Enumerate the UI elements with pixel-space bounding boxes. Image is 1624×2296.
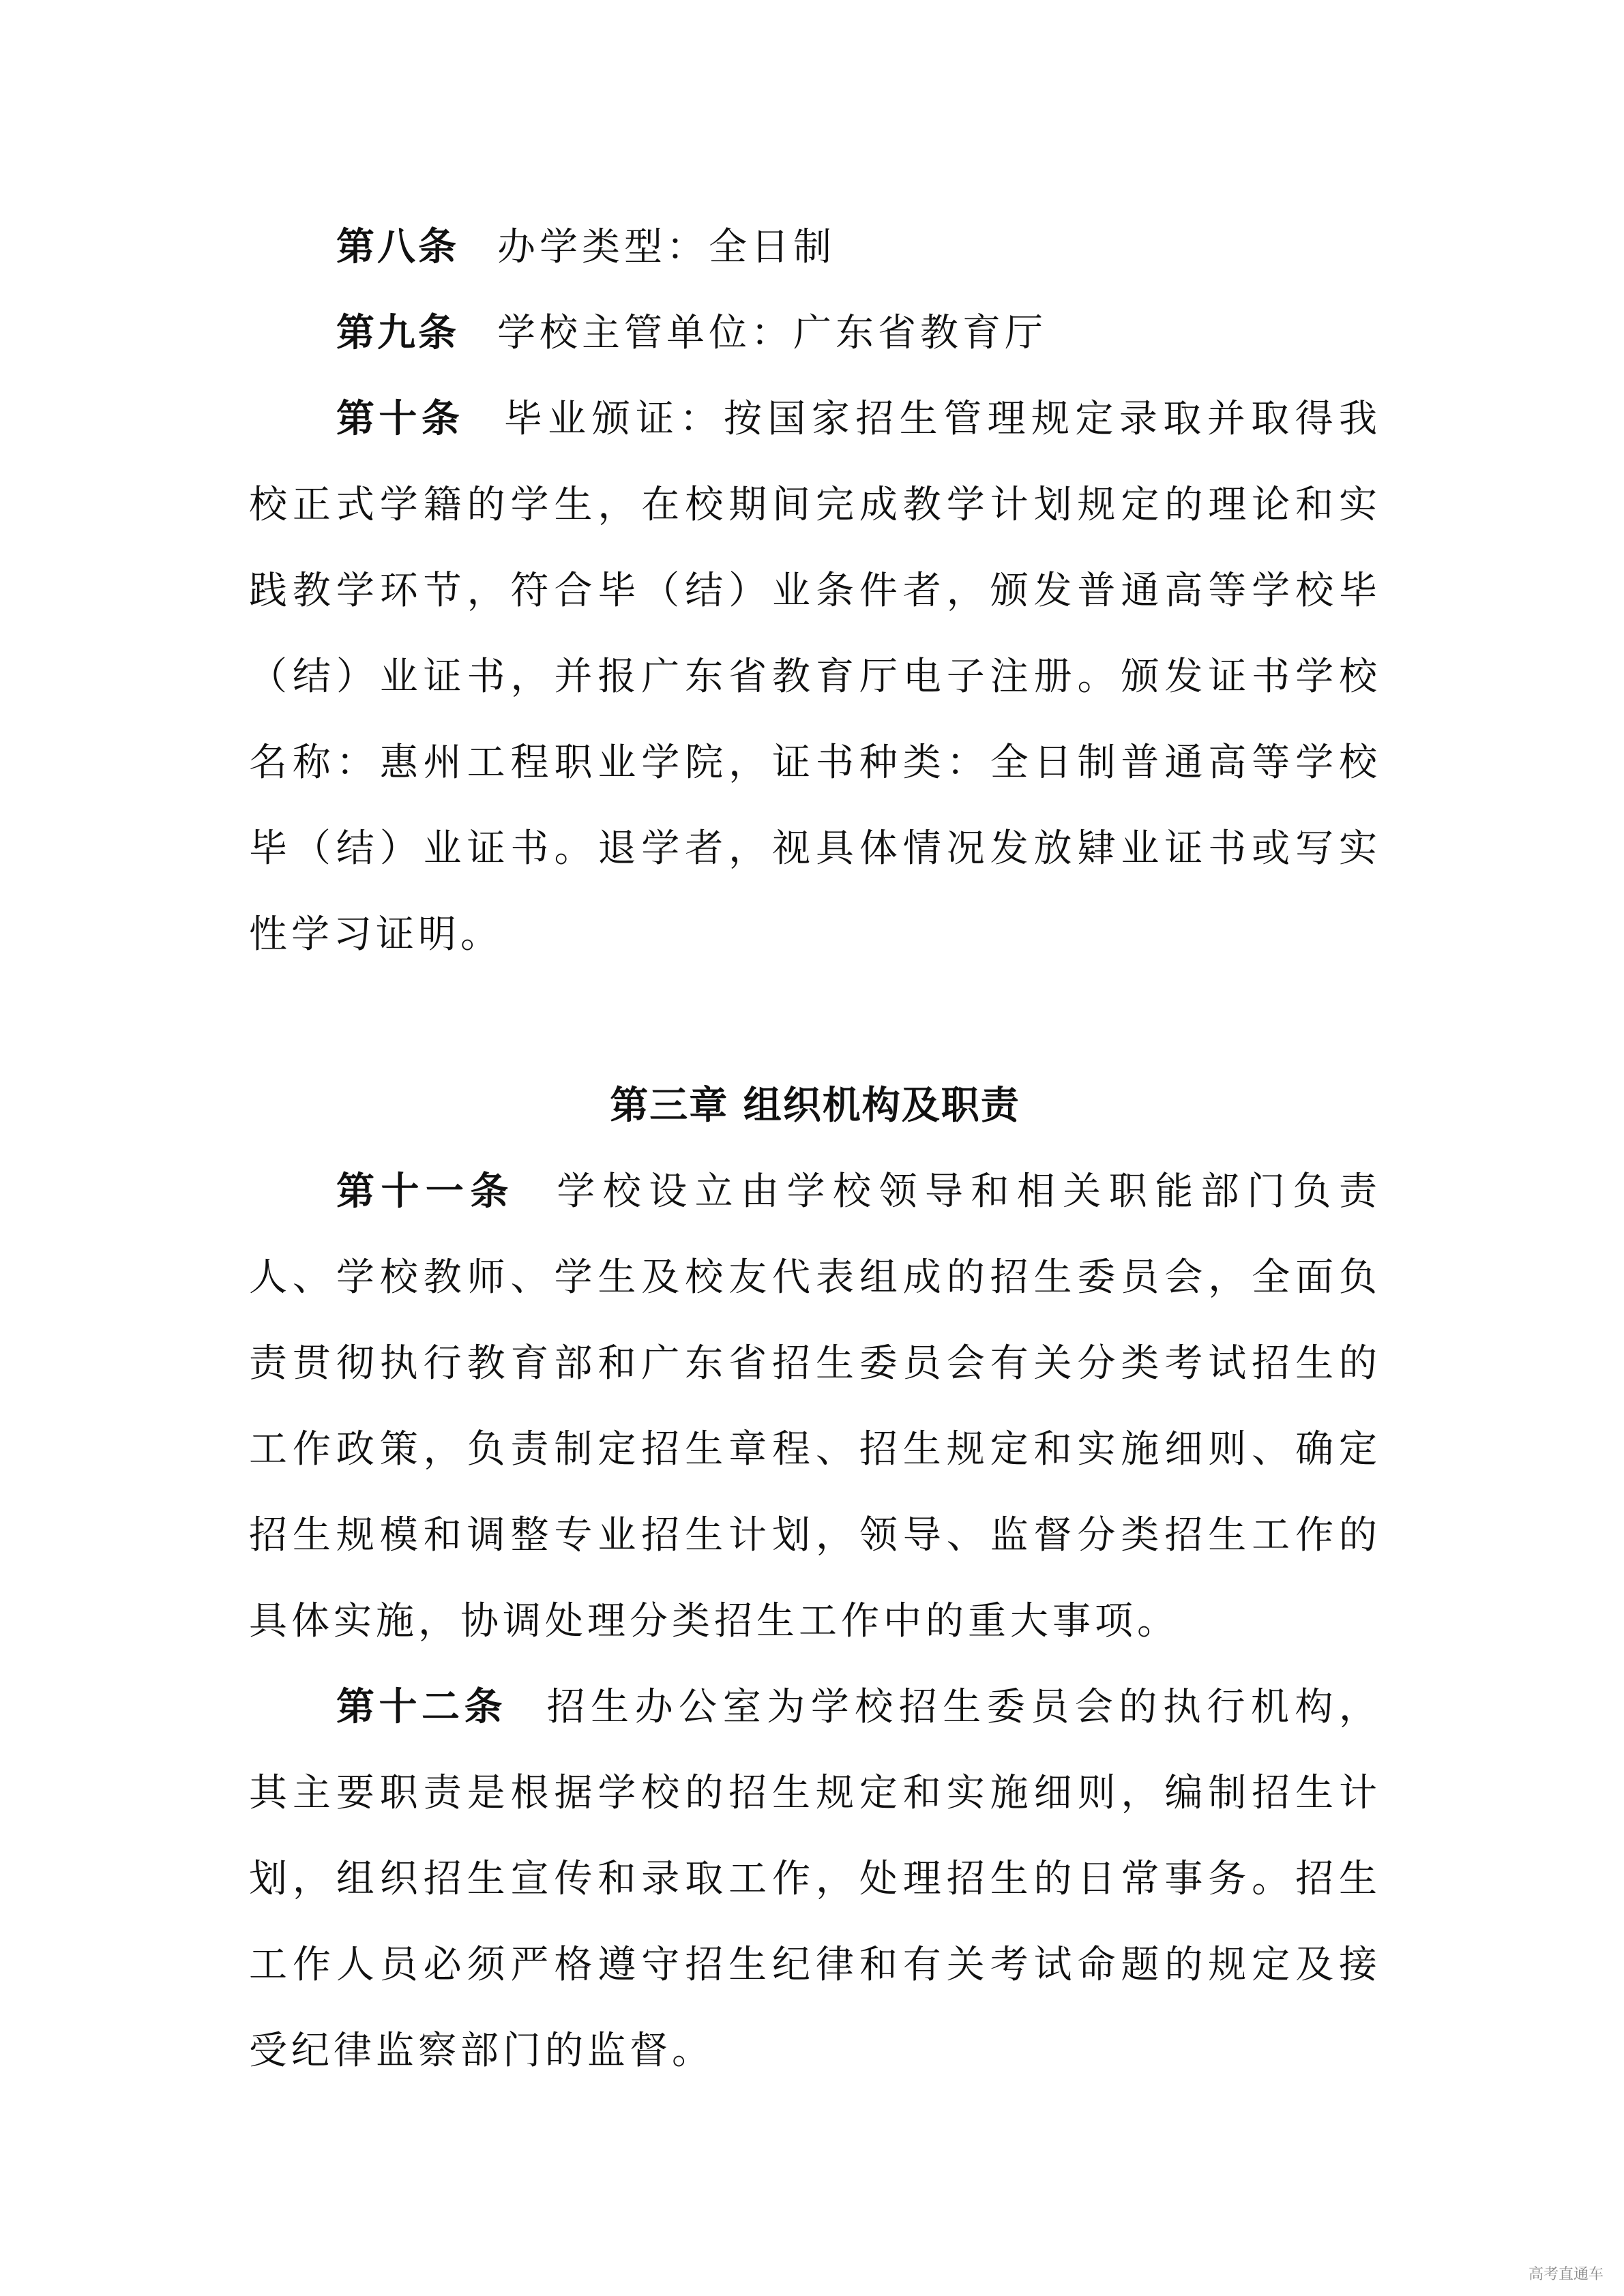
article-8: [249, 205, 1381, 290]
article-10: [249, 376, 1381, 978]
article-text: 毕业颁证：按国家招生管理规定录取并取得我校正式学籍的学生，在校期间完成教学计划规定的理论和实践教学环节，符合毕（结）业条件者，颁发普通高等学校毕（结）业证书，并报广东省教育厅电子注册。颁发证书学校名称：惠州工程职业学院，证书种类：全日制普通高等学校毕（结）业证书。退学者，视具体情况发放肄业证书或写实性学习证明。: [249, 397, 1382, 957]
article-12: [249, 1665, 1381, 2094]
article-text: 招生办公室为学校招生委员会的执行机构，其主要职责是根据学校的招生规定和实施细则，编制招生计划，组织招生宣传和录取工作，处理招生的日常事务。招生工作人员必须严格遵守招生纪律和有关考试命题的规定及接受纪律监察部门的监督。: [249, 1685, 1382, 2073]
chapter-heading: 第三章 组织机构及职责: [610, 1084, 1020, 1128]
article-label: 第十条: [336, 397, 464, 441]
article-label: 第十二条: [336, 1685, 507, 1729]
article-label: 第九条: [336, 311, 459, 355]
article-label: 第八条: [336, 225, 459, 269]
article-label: 第十一条: [336, 1169, 515, 1214]
article-11: [249, 1149, 1381, 1665]
article-9: [249, 290, 1381, 376]
watermark: 高考直通车: [1528, 2266, 1604, 2283]
article-text: 办学类型：全日制: [497, 225, 836, 269]
document-body: [249, 205, 1381, 2094]
article-text: 学校主管单位：广东省教育厅: [497, 311, 1047, 355]
article-text: 学校设立由学校领导和相关职能部门负责人、学校教师、学生及校友代表组成的招生委员会，全面负责贯彻执行教育部和广东省招生委员会有关分类考试招生的工作政策，负责制定招生章程、招生规定和实施细则、确定招生规模和调整专业招生计划，领导、监督分类招生工作的具体实施，协调处理分类招生工作中的重大事项。: [249, 1169, 1382, 1643]
